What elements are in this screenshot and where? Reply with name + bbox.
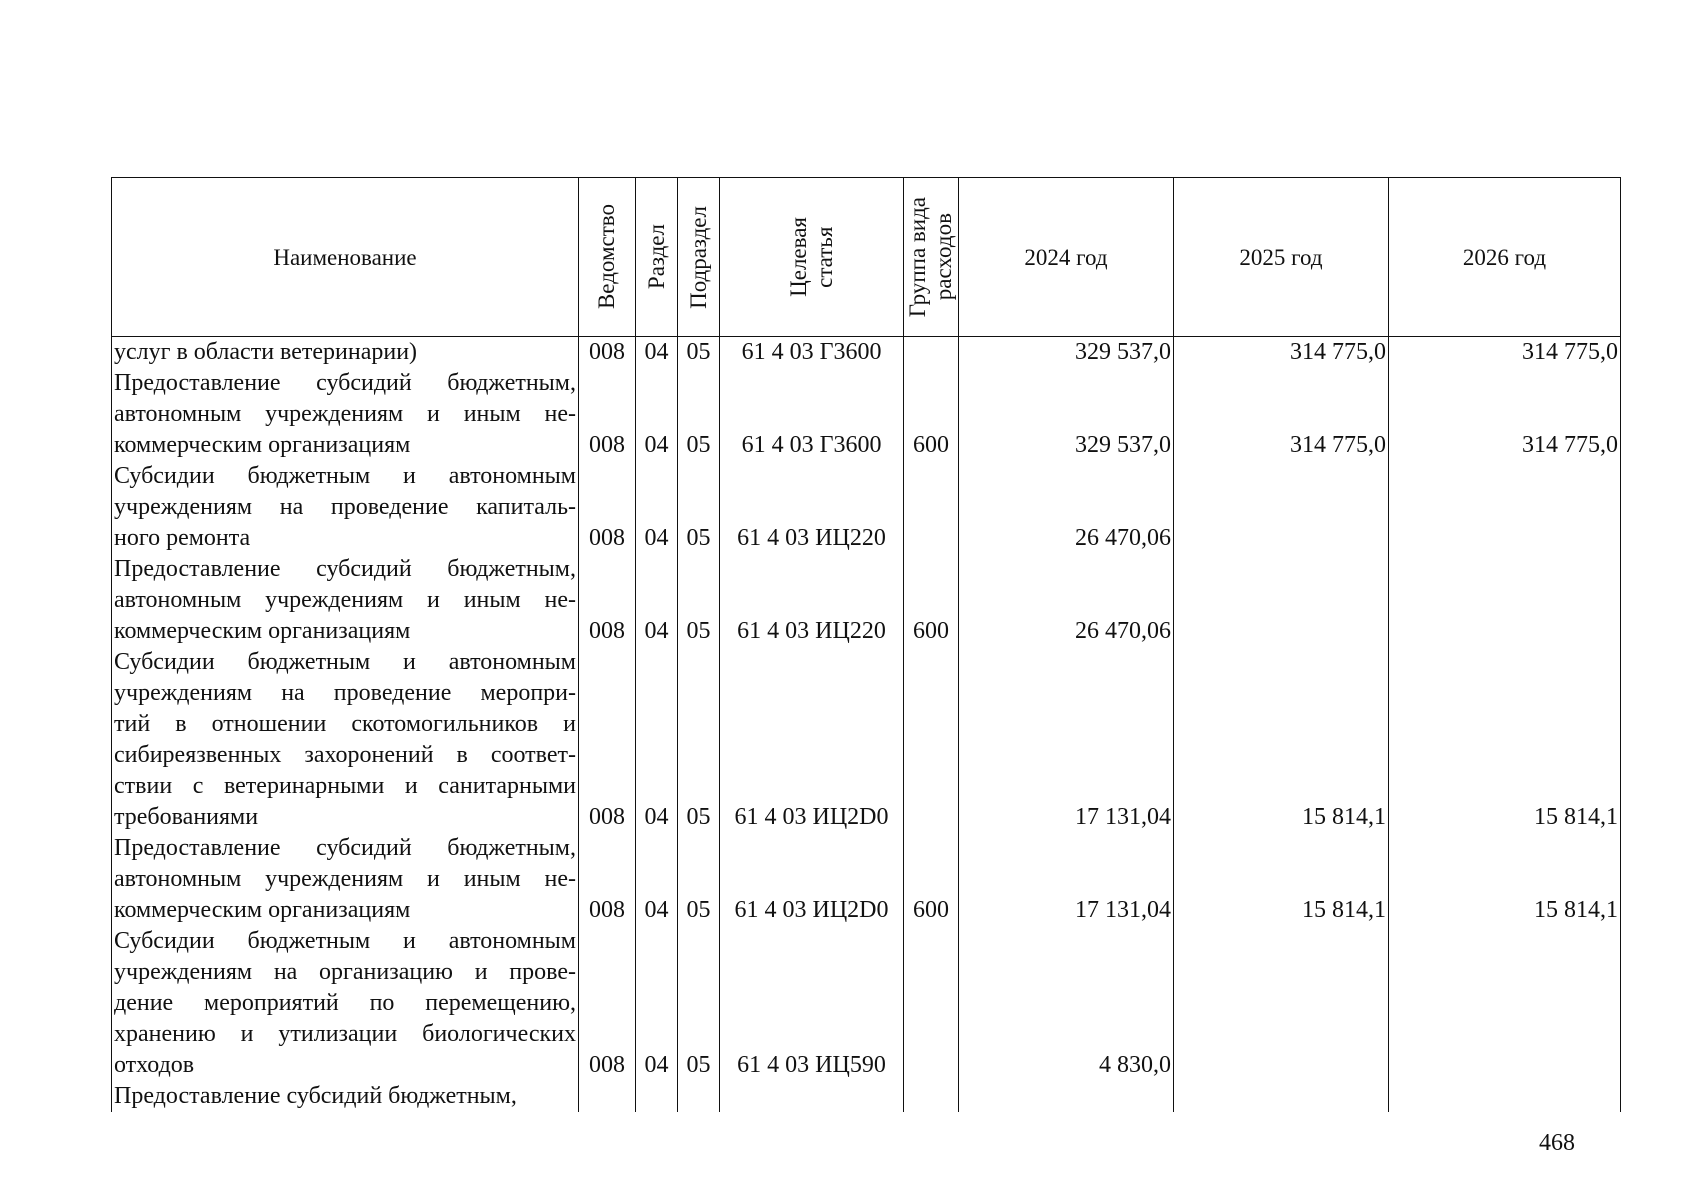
cell-2026: [1389, 461, 1621, 554]
row-name-line: учреждениям на организацию и прове-: [114, 959, 576, 985]
cell-razdel: 04: [636, 647, 678, 833]
row-name-line: тий в отношении скотомогильников и: [114, 711, 576, 737]
cell-celevaya-statya: 61 4 03 ИЦ590: [720, 926, 904, 1081]
cell-razdel: 04: [636, 337, 678, 369]
row-name-line: Предоставление субсидий бюджетным,: [114, 556, 576, 582]
header-celevaya: Целевая статья: [720, 178, 904, 337]
row-name-line: коммерческим организациям: [114, 618, 411, 644]
cell-vedomstvo: 008: [579, 337, 636, 369]
row-name-line: учреждениям на проведение меропри-: [114, 680, 576, 706]
cell-celevaya-statya: 61 4 03 ИЦ2D0: [720, 833, 904, 926]
row-name-line: хранению и утилизации биологических: [114, 1021, 576, 1047]
cell-2025: 15 814,1: [1174, 833, 1389, 926]
row-name-line: коммерческим организациям: [114, 897, 411, 923]
cell-2024: 17 131,04: [959, 833, 1174, 926]
table-row: [112, 1081, 1621, 1112]
cell-2024: 26 470,06: [959, 461, 1174, 554]
row-name-line: услуг в области ветеринарии): [114, 339, 418, 365]
cell-vedomstvo: 008: [579, 926, 636, 1081]
cell-razdel: 04: [636, 926, 678, 1081]
cell-gruppa-vida: [904, 337, 959, 369]
table-body: [112, 337, 1621, 1113]
cell-podrazdel: 05: [678, 833, 720, 926]
header-gruppa: Группа вида расходов: [904, 178, 959, 337]
row-name-line: отходов: [114, 1052, 195, 1078]
cell-celevaya-statya: 61 4 03 Г3600: [720, 337, 904, 369]
header-2025: 2025 год: [1174, 178, 1389, 337]
row-name-line: Субсидии бюджетным и автономным: [114, 928, 576, 954]
budget-table: [111, 177, 1621, 1112]
table-row: [112, 833, 1621, 926]
row-name-line: дение мероприятий по перемещению,: [114, 990, 576, 1016]
cell-2026: 314 775,0: [1389, 368, 1621, 461]
cell-razdel: [636, 1081, 678, 1112]
cell-razdel: 04: [636, 554, 678, 647]
row-name: [112, 368, 579, 461]
cell-celevaya-statya: 61 4 03 Г3600: [720, 368, 904, 461]
cell-celevaya-statya: 61 4 03 ИЦ2D0: [720, 647, 904, 833]
cell-2025: [1174, 554, 1389, 647]
row-name-line: Предоставление субсидий бюджетным,: [114, 835, 576, 861]
cell-razdel: 04: [636, 461, 678, 554]
cell-2024: 26 470,06: [959, 554, 1174, 647]
cell-gruppa-vida: [904, 461, 959, 554]
row-name-line: Субсидии бюджетным и автономным: [114, 649, 576, 675]
row-name-line: ствии с ветеринарными и санитарными: [114, 773, 576, 799]
cell-2026: 15 814,1: [1389, 833, 1621, 926]
cell-podrazdel: 05: [678, 926, 720, 1081]
cell-vedomstvo: [579, 1081, 636, 1112]
cell-podrazdel: 05: [678, 368, 720, 461]
cell-gruppa-vida: [904, 1081, 959, 1112]
header-2024: 2024 год: [959, 178, 1174, 337]
row-name-line: коммерческим организациям: [114, 432, 411, 458]
row-name: [112, 647, 579, 833]
table-row: [112, 647, 1621, 833]
cell-2025: [1174, 926, 1389, 1081]
cell-2026: 314 775,0: [1389, 337, 1621, 369]
cell-podrazdel: [678, 1081, 720, 1112]
cell-2025: 314 775,0: [1174, 337, 1389, 369]
row-name-line: Субсидии бюджетным и автономным: [114, 463, 576, 489]
cell-vedomstvo: 008: [579, 461, 636, 554]
table-row: [112, 926, 1621, 1081]
row-name-line: сибиреязвенных захоронений в соответ-: [114, 742, 576, 768]
row-name-line: Предоставление субсидий бюджетным,: [114, 370, 576, 396]
cell-podrazdel: 05: [678, 647, 720, 833]
cell-2024: 17 131,04: [959, 647, 1174, 833]
table-header-row: [112, 178, 1621, 337]
table-row: [112, 368, 1621, 461]
row-name: [112, 337, 579, 369]
header-vedomstvo: Ведомство: [579, 178, 636, 337]
cell-gruppa-vida: [904, 926, 959, 1081]
table-row: [112, 337, 1621, 369]
row-name: [112, 833, 579, 926]
cell-2025: [1174, 461, 1389, 554]
row-name-line: автономным учреждениям и иным не-: [114, 587, 576, 613]
row-name-line: требованиями: [114, 804, 259, 830]
header-2026: 2026 год: [1389, 178, 1621, 337]
cell-celevaya-statya: [720, 1081, 904, 1112]
cell-celevaya-statya: 61 4 03 ИЦ220: [720, 461, 904, 554]
cell-2025: [1174, 1081, 1389, 1112]
cell-celevaya-statya: 61 4 03 ИЦ220: [720, 554, 904, 647]
row-name-line: автономным учреждениям и иным не-: [114, 866, 576, 892]
row-name: [112, 926, 579, 1081]
cell-podrazdel: 05: [678, 554, 720, 647]
page-number: 468: [1539, 1130, 1575, 1156]
header-razdel: Раздел: [636, 178, 678, 337]
row-name-line: Предоставление субсидий бюджетным,: [114, 1083, 517, 1109]
cell-podrazdel: 05: [678, 461, 720, 554]
cell-2024: 4 830,0: [959, 926, 1174, 1081]
cell-vedomstvo: 008: [579, 554, 636, 647]
row-name: [112, 1081, 579, 1112]
header-podrazdel: Подраздел: [678, 178, 720, 337]
header-name: Наименование: [112, 178, 579, 337]
cell-vedomstvo: 008: [579, 647, 636, 833]
cell-razdel: 04: [636, 368, 678, 461]
row-name: [112, 554, 579, 647]
row-name-line: учреждениям на проведение капиталь-: [114, 494, 576, 520]
row-name: [112, 461, 579, 554]
cell-2026: [1389, 926, 1621, 1081]
cell-2026: [1389, 554, 1621, 647]
cell-gruppa-vida: [904, 647, 959, 833]
cell-gruppa-vida: 600: [904, 833, 959, 926]
cell-gruppa-vida: 600: [904, 554, 959, 647]
row-name-line: автономным учреждениям и иным не-: [114, 401, 576, 427]
row-name-line: ного ремонта: [114, 525, 251, 551]
cell-razdel: 04: [636, 833, 678, 926]
cell-vedomstvo: 008: [579, 833, 636, 926]
cell-2025: 314 775,0: [1174, 368, 1389, 461]
cell-2025: 15 814,1: [1174, 647, 1389, 833]
cell-vedomstvo: 008: [579, 368, 636, 461]
cell-podrazdel: 05: [678, 337, 720, 369]
cell-2026: [1389, 1081, 1621, 1112]
cell-2026: 15 814,1: [1389, 647, 1621, 833]
table-row: [112, 461, 1621, 554]
cell-gruppa-vida: 600: [904, 368, 959, 461]
cell-2024: [959, 1081, 1174, 1112]
table-row: [112, 554, 1621, 647]
cell-2024: 329 537,0: [959, 368, 1174, 461]
cell-2024: 329 537,0: [959, 337, 1174, 369]
